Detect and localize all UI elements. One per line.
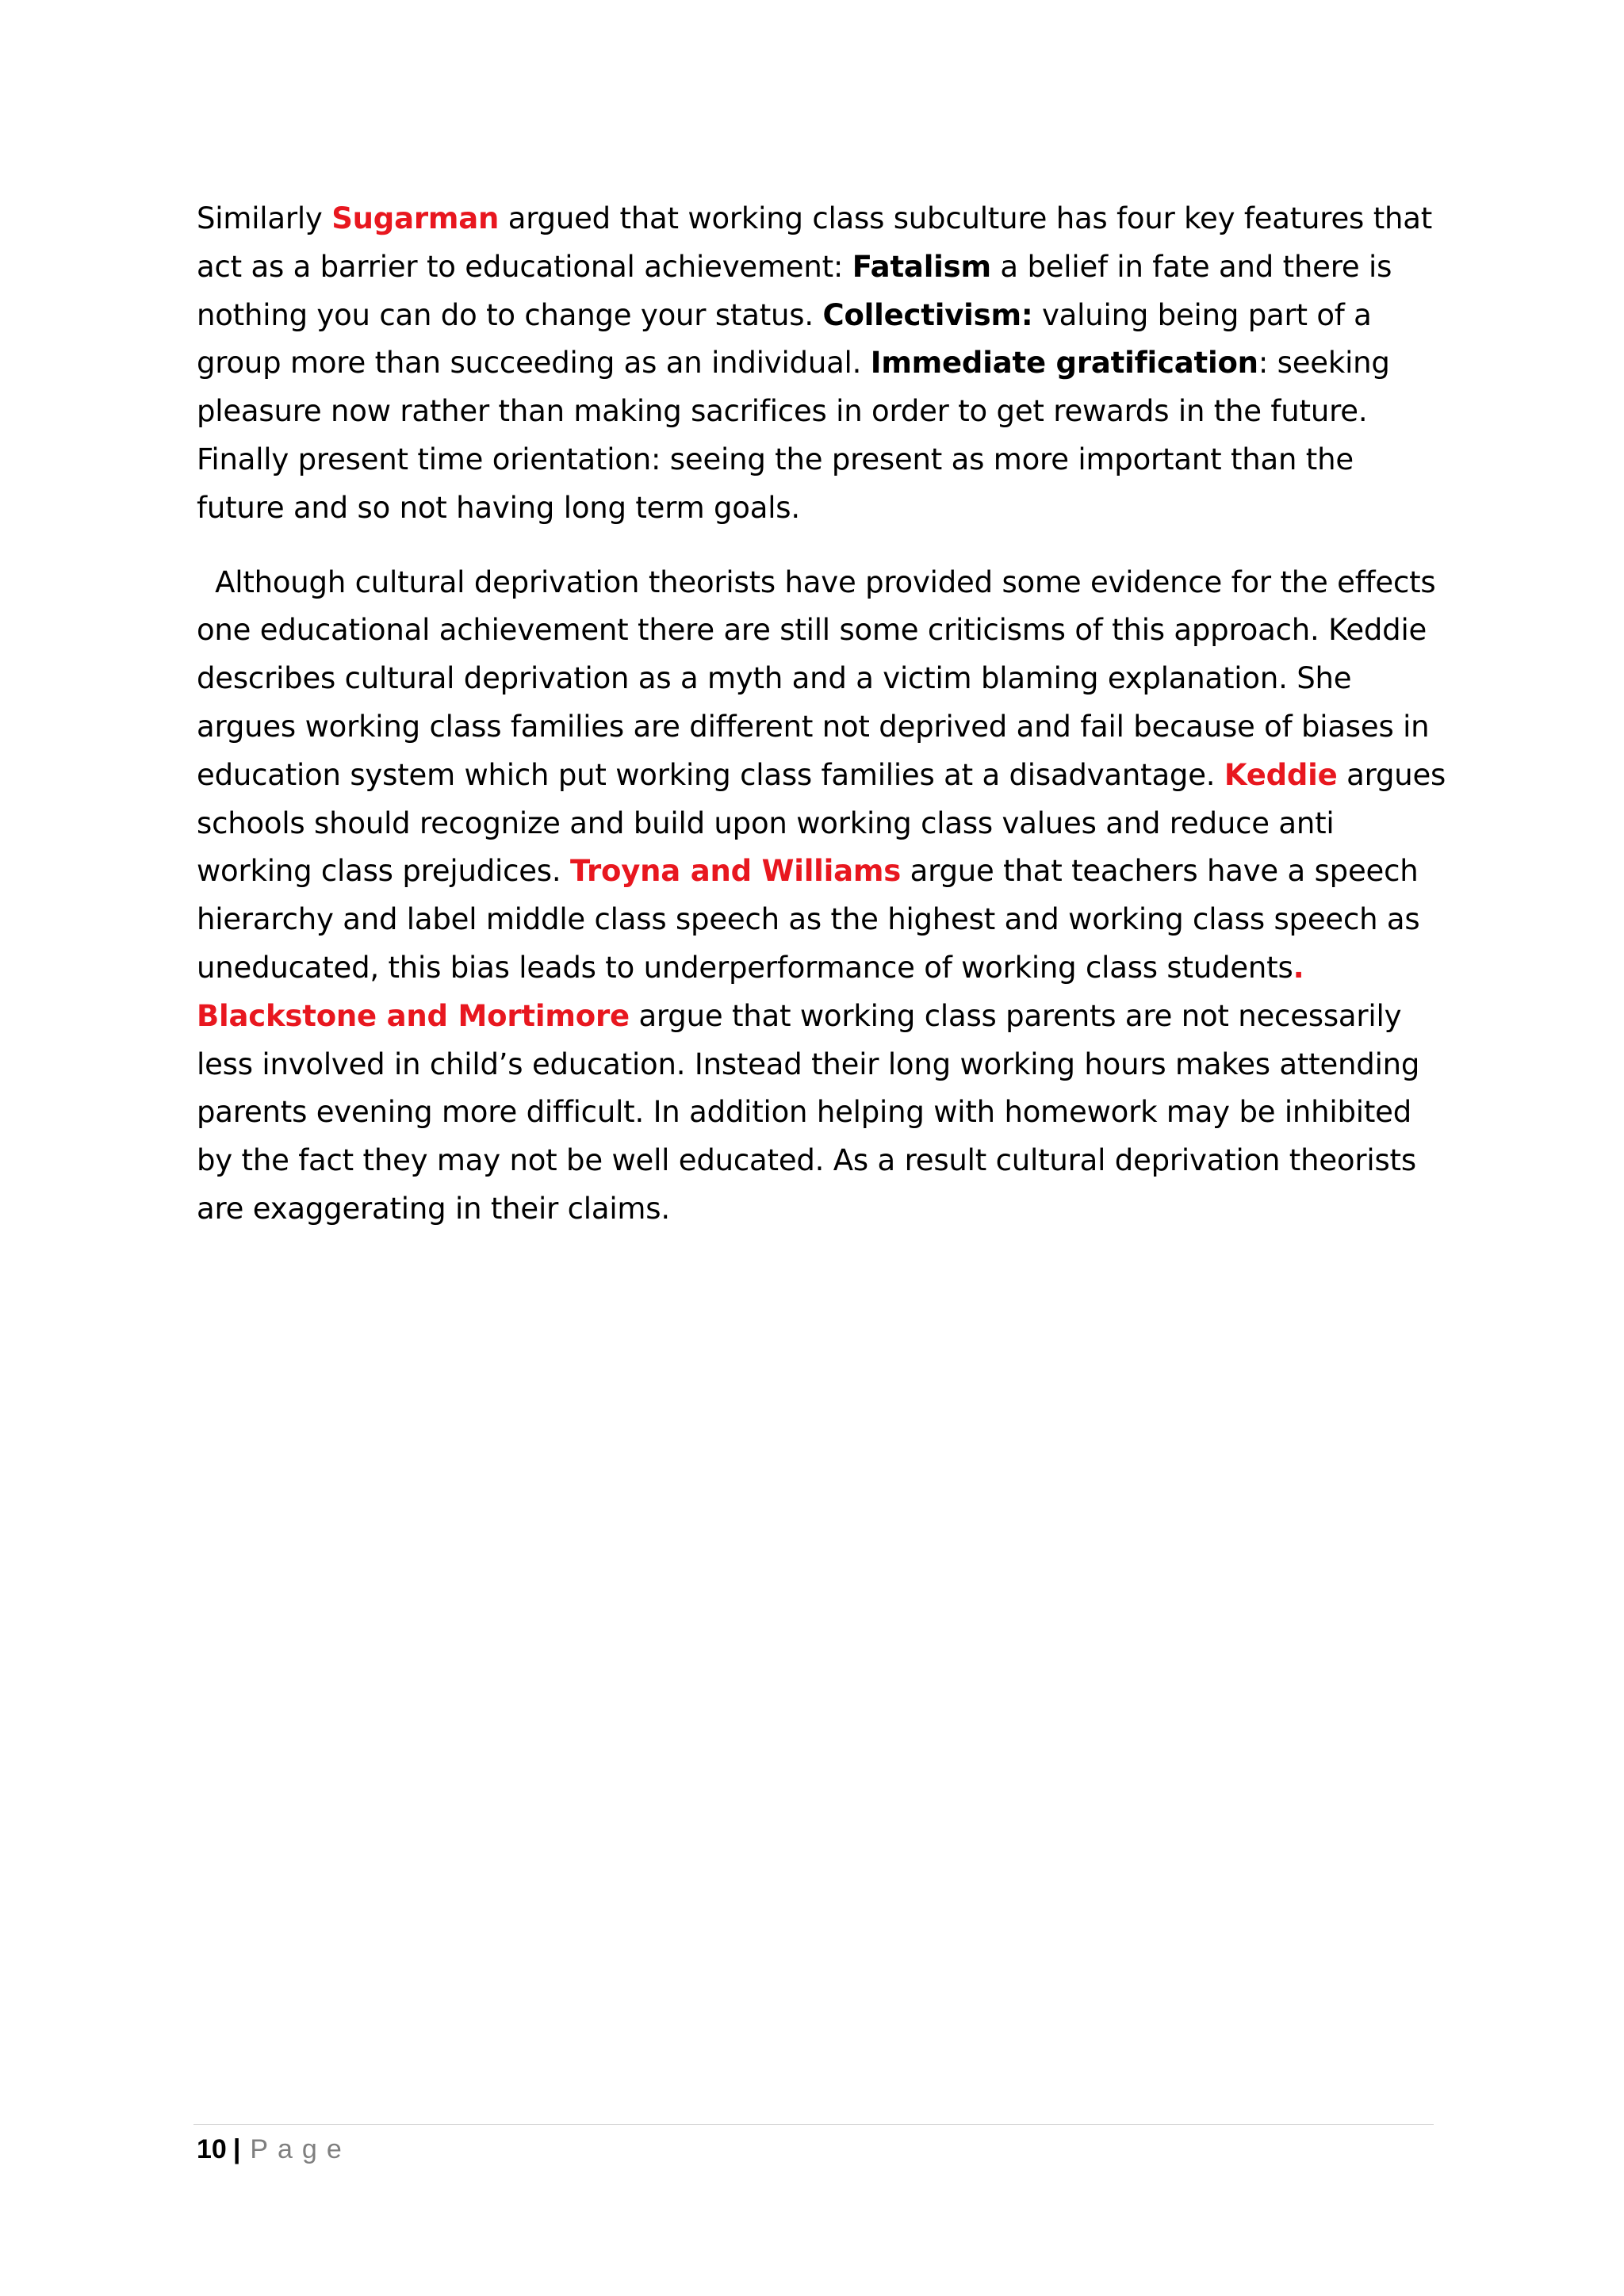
text-run: valuing being part of a group more than succeeding as an individual. [197, 297, 1372, 381]
text-run: a belief in fate and there is nothing you can do to change your status. [197, 249, 1392, 332]
page-footer [197, 2130, 351, 2169]
document-body [197, 195, 1450, 1234]
text-run: argued that working class subculture has four key features that act as a barrier to educational achievement: [197, 201, 1433, 284]
text-run: : seeking pleasure now rather than making sacrifices in order to get rewards in the future. Finally present time orientation: seeing the present as more important than the future and so not having long term goals. [197, 346, 1390, 525]
text-run: Although cultural deprivation theorists have provided some evidence for the effects one educational achievement there are still some criticisms of this approach. Keddie describes cultural deprivation as a myth and a victim blaming explanation. She argues working class families are different not deprived and fail because of biases in education system which put working class families at a disadvantage. [197, 564, 1436, 792]
author-name-troyna-williams: Troyna and Williams [569, 854, 902, 889]
footer-divider [193, 2124, 1434, 2125]
text-run: argues schools should recognize and build upon working class values and reduce anti working class prejudices. [197, 757, 1446, 889]
text-run: argue that teachers have a speech hierarchy and label middle class speech as the highest and working class speech as uneducated, this bias leads to underperformance of working class students [197, 854, 1420, 985]
term-fatalism: Fatalism [852, 249, 991, 284]
page-number: 10 [197, 2134, 227, 2164]
footer-separator: | [232, 2134, 241, 2164]
page-label: Page [250, 2134, 351, 2164]
paragraph-sugarman [197, 195, 1450, 533]
text-run: argue that working class parents are not necessarily less involved in child’s education. Instead their long working hours makes attending parents evening more difficult. In addition helping with homework may be inhibited by the fact they may not be well educated. As a result cultural deprivation theorists are exaggerating in their claims. [197, 998, 1420, 1226]
author-name-keddie: Keddie [1224, 757, 1338, 792]
text-run: Similarly [197, 201, 332, 235]
term-immediate-gratification: Immediate gratification [870, 346, 1258, 381]
author-name-sugarman: Sugarman [331, 201, 500, 235]
term-collectivism: Collectivism: [822, 297, 1033, 332]
paragraph-criticisms [197, 559, 1450, 1234]
author-name-blackstone-mortimore: . Blackstone and Mortimore [197, 950, 1304, 1033]
